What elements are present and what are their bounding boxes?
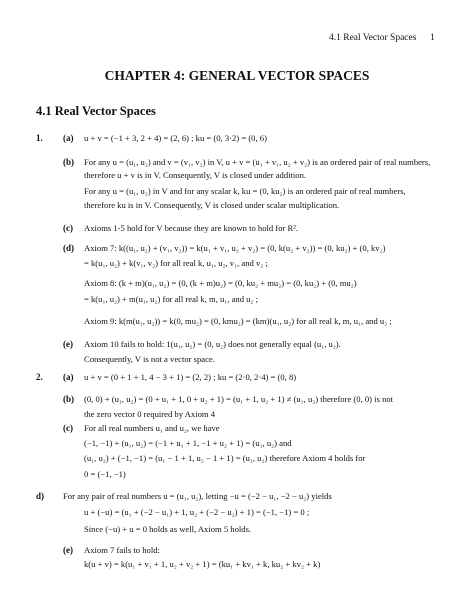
text-line: 0 = (−1, −1) [84, 469, 126, 479]
text-line: Axiom 10 fails to hold: 1(u₁, u₂) = (0, u₂) does not generally equal (u₁, u₂). [84, 339, 341, 349]
part-label: (a) [63, 372, 74, 382]
part-label: (b) [63, 157, 74, 167]
text-line: (u₁, u₂) + (−1, −1) = (u₁ − 1 + 1, u₂ − 1 + 1) = (u₁, u₂) therefore Axiom 4 holds for [84, 453, 366, 463]
running-header-title: 4.1 Real Vector Spaces [329, 33, 417, 43]
text-line: therefore u + v is in V. Consequently, V is closed under addition. [84, 170, 307, 180]
text-line: For any u = (u₁, u₂) and v = (v₁, v₂) in V, u + v = (u₁ + v₁, u₂ + v₂) is an ordered pair of real numbers, [84, 157, 431, 167]
text-line: (−1, −1) + (u₁, u₂) = (−1 + u₁ + 1, −1 + u₂ + 1) = (u₁, u₂) and [84, 438, 292, 448]
text-line: Axiom 7 fails to hold: [84, 545, 160, 555]
text-line: therefore ku is in V. Consequently, V is closed under scalar multiplication. [84, 200, 340, 210]
part-label: (a) [63, 133, 74, 143]
part-label: d) [36, 491, 45, 501]
part-label: (d) [63, 243, 74, 253]
problem-number: 1. [36, 133, 43, 143]
text-line: Consequently, V is not a vector space. [84, 354, 215, 364]
text-line: u + v = (0 + 1 + 1, 4 − 3 + 1) = (2, 2) ; ku = (2·0, 2·4) = (0, 8) [84, 372, 297, 382]
text-line: = k(u₁, u₂) + k(v₁, v₂) for all real k, u₁, u₂, v₁, and v₂ ; [84, 258, 268, 268]
page-number: 1 [430, 33, 435, 43]
text-line: Axioms 1-5 hold for V because they are known to hold for R². [84, 223, 298, 233]
text-line: Axiom 9: k(m(u₁, u₂)) = k(0, mu₂) = (0, kmu₂) = (km)(u₁, u₂) for all real k, m, u₁, and u₂ ; [84, 316, 392, 326]
chapter-title: CHAPTER 4: GENERAL VECTOR SPACES [104, 68, 370, 83]
text-line: u + (−u) = (u₁ + (−2 − u₁) + 1, u₂ + (−2 − u₂) + 1) = (−1, −1) = 0 ; [84, 507, 310, 517]
text-line: Axiom 7: k((u₁, u₂) + (v₁, v₂)) = k(u₁ + v₁, u₂ + v₂) = (0, k(u₂ + v₂)) = (0, ku₂) + (0, kv₂) [84, 243, 386, 253]
text-line: u + v = (−1 + 3, 2 + 4) = (2, 6) ; ku = (0, 3·2) = (0, 6) [84, 133, 267, 143]
text-line: Axiom 8: (k + m)(u₁, u₂) = (0, (k + m)u₂) = (0, ku₂ + mu₂) = (0, ku₂) + (0, mu₂) [84, 278, 357, 288]
text-line: For any u = (u₁, u₂) in V and for any scalar k, ku = (0, ku₂) is an ordered pair of real numbers, [84, 186, 406, 196]
text-line: Since (−u) + u = 0 holds as well, Axiom 5 holds. [84, 524, 252, 534]
text-line: For any pair of real numbers u = (u₁, u₂), letting −u = (−2 − u₁, −2 − u₂) yields [63, 491, 332, 501]
part-label: (c) [63, 423, 73, 433]
part-label: (b) [63, 394, 74, 404]
text-line: the zero vector 0 required by Axiom 4 [84, 409, 216, 419]
text-line: = k(u₁, u₂) + m(u₁, u₂) for all real k, m, u₁, and u₂ ; [84, 294, 258, 304]
text-line: For all real numbers u₁ and u₂, we have [84, 423, 220, 433]
section-title: 4.1 Real Vector Spaces [36, 104, 156, 118]
part-label: (c) [63, 223, 73, 233]
part-label: (e) [63, 545, 73, 555]
part-label: (e) [63, 339, 73, 349]
text-line: k(u + v) = k(u₁ + v₁ + 1, u₂ + v₂ + 1) = (ku₁ + kv₁ + k, ku₂ + kv₂ + k) [84, 559, 321, 569]
text-line: (0, 0) + (u₁, u₂) = (0 + u₁ + 1, 0 + u₂ + 1) = (u₁ + 1, u₂ + 1) ≠ (u₁, u₂) therefore (0, 0) is not [84, 394, 394, 404]
problem-number: 2. [36, 372, 43, 382]
